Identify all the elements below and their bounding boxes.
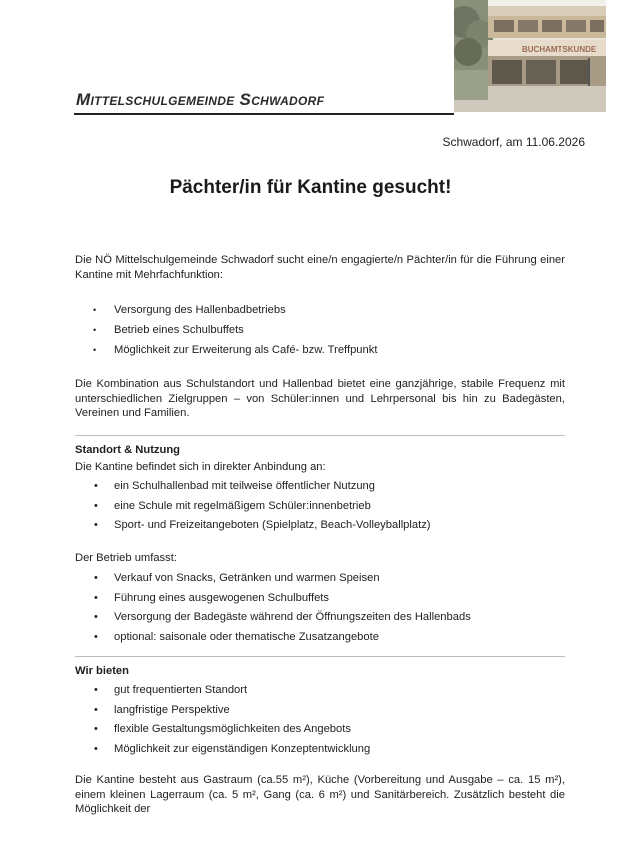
intro-paragraph: Die NÖ Mittelschulgemeinde Schwadorf sucht eine/n engagierte/n Pächter/in für die Führung einer Kantine mit Mehrfachfunktion: [75, 254, 565, 281]
list-item: • Sport- und Freizeitangeboten (Spielplatz, Beach-Volleyballplatz) [75, 516, 565, 536]
page-title: Pächter/in für Kantine gesucht! [169, 177, 452, 198]
betrieb-lead: Der Betrieb umfasst: [75, 552, 177, 564]
list-item: • Führung eines ausgewogenen Schulbuffets [75, 589, 565, 609]
standort-lead: Die Kantine befindet sich in direkter Anbindung an: [75, 461, 326, 473]
list-item: • optional: saisonale oder thematische Zusatzangebote [75, 628, 565, 648]
angebot-list [75, 681, 565, 759]
school-building-photo [454, 0, 606, 112]
list-item: • Möglichkeit zur Erweiterung als Café- bzw. Treffpunkt [75, 340, 565, 360]
header-rule [74, 113, 454, 115]
section-divider [75, 435, 565, 436]
date-line: Schwadorf, am 11.06.2026 [442, 135, 585, 149]
list-item: • Versorgung des Hallenbadbetriebs [75, 300, 565, 320]
betrieb-list [75, 569, 565, 647]
list-item: • Versorgung der Badegäste während der Öffnungszeiten des Hallenbads [75, 608, 565, 628]
standort-list [75, 477, 565, 536]
list-item: • flexible Gestaltungsmöglichkeiten des Angebots [75, 720, 565, 740]
list-item: • eine Schule mit regelmäßigem Schüler:innenbetrieb [75, 497, 565, 517]
closing-paragraph: Die Kantine besteht aus Gastraum (ca.55 m²), Küche (Vorbereitung und Ausgabe – ca. 15 m²), einem kleinen Lagerraum (ca. 5 m², Gang (ca. 6 m²) und Sanitärbereich. Zusätzlich besteht die Möglichkeit der [75, 774, 565, 815]
list-item: • Betrieb eines Schulbuffets [75, 320, 565, 340]
list-item: • gut frequentierten Standort [75, 681, 565, 701]
photo-sign-text: BUCHAMTSKUNDE [522, 45, 597, 54]
list-item: • langfristige Perspektive [75, 701, 565, 721]
section-divider [75, 656, 565, 657]
section-heading-angebot: Wir bieten [75, 665, 129, 677]
list-item: • Möglichkeit zur eigenständigen Konzeptentwicklung [75, 740, 565, 760]
functions-list [75, 300, 565, 360]
list-item: • Verkauf von Snacks, Getränken und warmen Speisen [75, 569, 565, 589]
list-item: • ein Schulhallenbad mit teilweise öffentlicher Nutzung [75, 477, 565, 497]
kombination-paragraph: Die Kombination aus Schulstandort und Hallenbad bietet eine ganzjährige, stabile Frequenz mit unterschiedlichen Zielgruppen – von Schüler:innen und Lehrpersonal bis hin zu Badegästen, Vereinen und Familien. [75, 378, 565, 419]
organization-name: Mittelschulgemeinde Schwadorf [76, 90, 325, 109]
section-heading-standort: Standort & Nutzung [75, 444, 181, 456]
